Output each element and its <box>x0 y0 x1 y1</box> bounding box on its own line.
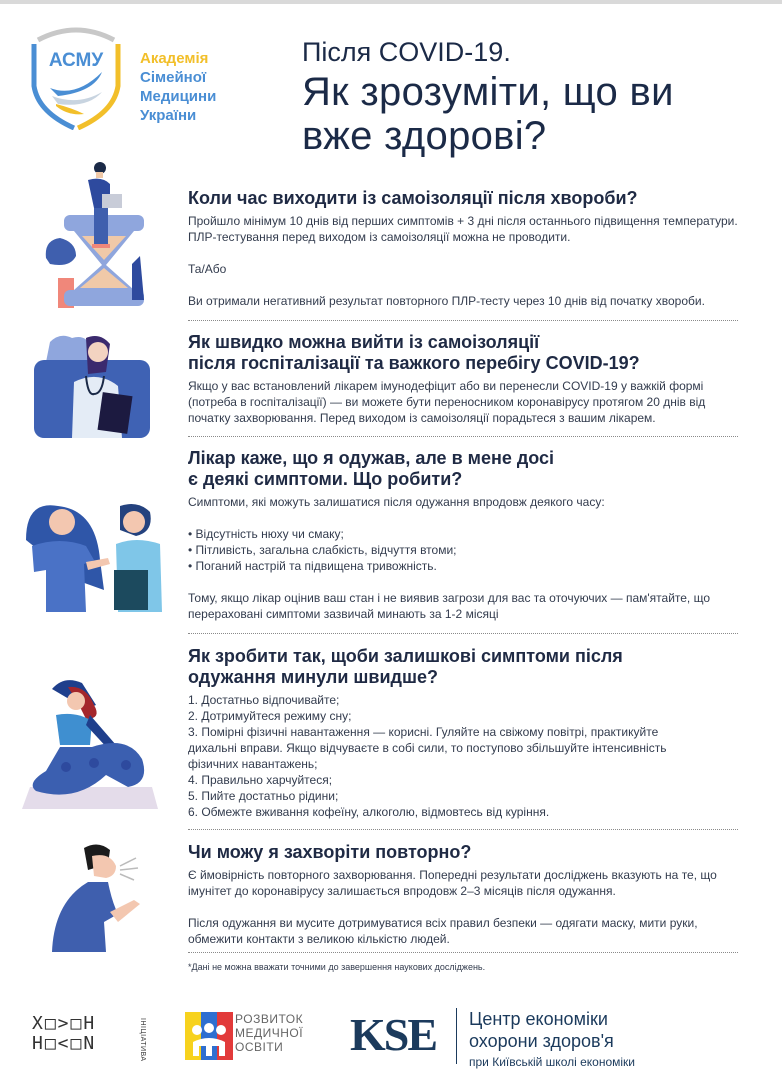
kse-logo-mark: KSE <box>350 1009 437 1060</box>
recommendation-item: 4. Правильно харчуйтеся; <box>188 773 333 787</box>
partner-logos <box>0 1000 782 1069</box>
section-divider <box>188 952 738 953</box>
kse-line-2: охорони здоров'я <box>469 1031 614 1051</box>
section-reinfection <box>188 842 738 947</box>
section-paragraph: Є ймовірність повторного захворювання. Попередні результати досліджень вказують на те, що імунітет до коронавірусу залишається впродовж 2–3 місяців після одужання. <box>188 868 717 898</box>
symptom-item: • Відсутність нюху чи смаку; <box>188 527 344 541</box>
acmu-logo <box>28 26 238 131</box>
medical-education-logo <box>185 1012 310 1064</box>
page-subtitle: Після COVID-19. <box>302 37 511 67</box>
medical-education-line: РОЗВИТОК <box>235 1012 304 1026</box>
kse-center-text <box>469 1008 635 1070</box>
kse-line-1: Центр економіки <box>469 1009 608 1029</box>
kse-separator <box>456 1008 457 1064</box>
page-header <box>302 36 762 158</box>
medical-education-line: ОСВІТИ <box>235 1040 284 1054</box>
recommendation-item: 5. Пийте достатньо рідини; <box>188 789 339 803</box>
page-title-line-2: вже здорові? <box>302 114 547 158</box>
recommendation-item: 6. Обмежте вживання кофеїну, алкоголю, відмовтесь від куріння. <box>188 805 550 819</box>
section-heading-line-1: Як швидко можна вийти із самоізоляції <box>188 332 540 352</box>
medical-education-text <box>235 1012 303 1054</box>
section-heading <box>188 646 738 688</box>
section-paragraph: Пройшло мінімум 10 днів від перших симптомів + 3 дні після останнього підвищення температури. ПЛР-тестування перед виходом із самоізоляції можна не проводити. <box>188 214 738 244</box>
section-heading: Коли час виходити із самоізоляції після хвороби? <box>188 188 638 208</box>
section-heading <box>188 332 738 374</box>
hh-initiative-logo <box>32 1013 146 1062</box>
recommendation-item: 1. Достатньо відпочивайте; <box>188 693 340 707</box>
page-title <box>302 70 762 158</box>
section-paragraph: Після одужання ви мусите дотримуватися всіх правил безпеки — одягати маску, мити руки, обмежити контакти з великою кількістю людей. <box>188 916 698 946</box>
man-coughing-illustration <box>48 842 148 954</box>
section-divider <box>188 829 738 830</box>
patient-and-doctor-illustration <box>16 500 166 615</box>
section-residual-symptoms <box>188 448 738 622</box>
section-heading-line-2: після госпіталізації та важкого перебігу COVID-19? <box>188 353 640 373</box>
section-divider <box>188 633 738 634</box>
logo-line-2: Сімейної <box>140 69 207 86</box>
section-hospitalization-exit <box>188 332 738 426</box>
medical-education-line: МЕДИЧНОЇ <box>235 1026 304 1040</box>
symptom-item: • Поганий настрій та підвищена тривожність. <box>188 559 437 573</box>
recommendation-item: 2. Дотримуйтеся режиму сну; <box>188 709 352 723</box>
medical-education-flag-icon <box>185 1012 233 1060</box>
shield-icon <box>28 26 124 130</box>
symptom-item: • Пітливість, загальна слабкість, відчуття втоми; <box>188 543 457 557</box>
section-heading-line-1: Лікар каже, що я одужав, але в мене досі <box>188 448 555 468</box>
section-divider <box>188 436 738 437</box>
section-self-isolation-exit <box>188 188 738 309</box>
section-divider <box>188 320 738 321</box>
logo-line-1: Академія <box>140 50 209 67</box>
section-outro: Тому, якщо лікар оцінив ваш стан і не виявив загрози для вас та оточуючих — пам'ятайте, що перераховані симптоми зазвичай минають за 1-2 місяці <box>188 591 711 621</box>
logo-text <box>140 49 216 125</box>
footnote: *Дані не можна вважати точними до завершення наукових досліджень. <box>188 962 486 972</box>
svg-text:АСМУ: АСМУ <box>48 50 104 71</box>
section-heading-line-2: є деякі симптоми. Що робити? <box>188 469 463 489</box>
woman-doing-yoga-illustration <box>16 675 161 815</box>
page-title-line-1: Як зрозуміти, що ви <box>302 70 674 114</box>
logo-line-3: Медицини <box>140 88 217 105</box>
section-paragraph: Та/Або <box>188 262 227 276</box>
doctor-with-clipboard-illustration <box>32 332 152 440</box>
section-heading-line-1: Як зробити так, щоби залишкові симптоми після <box>188 646 623 666</box>
section-paragraph: Якщо у вас встановлений лікарем імунодефіцит або ви перенесли COVID-19 у важкій формі (потреба в госпіталізації) — ви можете бути переносником коронавірусу протягом 20 днів від початку захворювання. Перед виходом із самоізоляції порадьтеся з вашим лікарем. <box>188 379 706 425</box>
logo-line-4: України <box>140 107 197 124</box>
section-faster-recovery <box>188 646 738 820</box>
kse-line-3: при Київській школі економіки <box>469 1055 636 1069</box>
recommendation-item: 3. Помірні фізичні навантаження — корисні. Гуляйте на свіжому повітрі, практикуйте дихальні вправи. Якщо відчуваєте в собі сили, то поступово збільшуйте інтенсивність фізичних навантажень; <box>188 725 667 771</box>
section-heading <box>188 448 738 490</box>
hh-logo-vertical-text: ІНІЦІАТИВА <box>139 1018 146 1062</box>
section-heading-line-2: одужання минули швидше? <box>188 667 438 687</box>
hh-logo-row-1: Х□>□Н <box>32 1013 97 1034</box>
hh-logo-row-2: Н□<□N <box>32 1033 97 1054</box>
section-heading: Чи можу я захворіти повторно? <box>188 842 472 862</box>
section-paragraph: Ви отримали негативний результат повторного ПЛР-тесту через 10 днів від початку хвороби. <box>188 294 705 308</box>
section-intro: Симптоми, які можуть залишатися після одужання впродовж деякого часу: <box>188 495 605 509</box>
top-border <box>0 0 782 4</box>
person-on-hourglass-illustration <box>40 160 150 310</box>
